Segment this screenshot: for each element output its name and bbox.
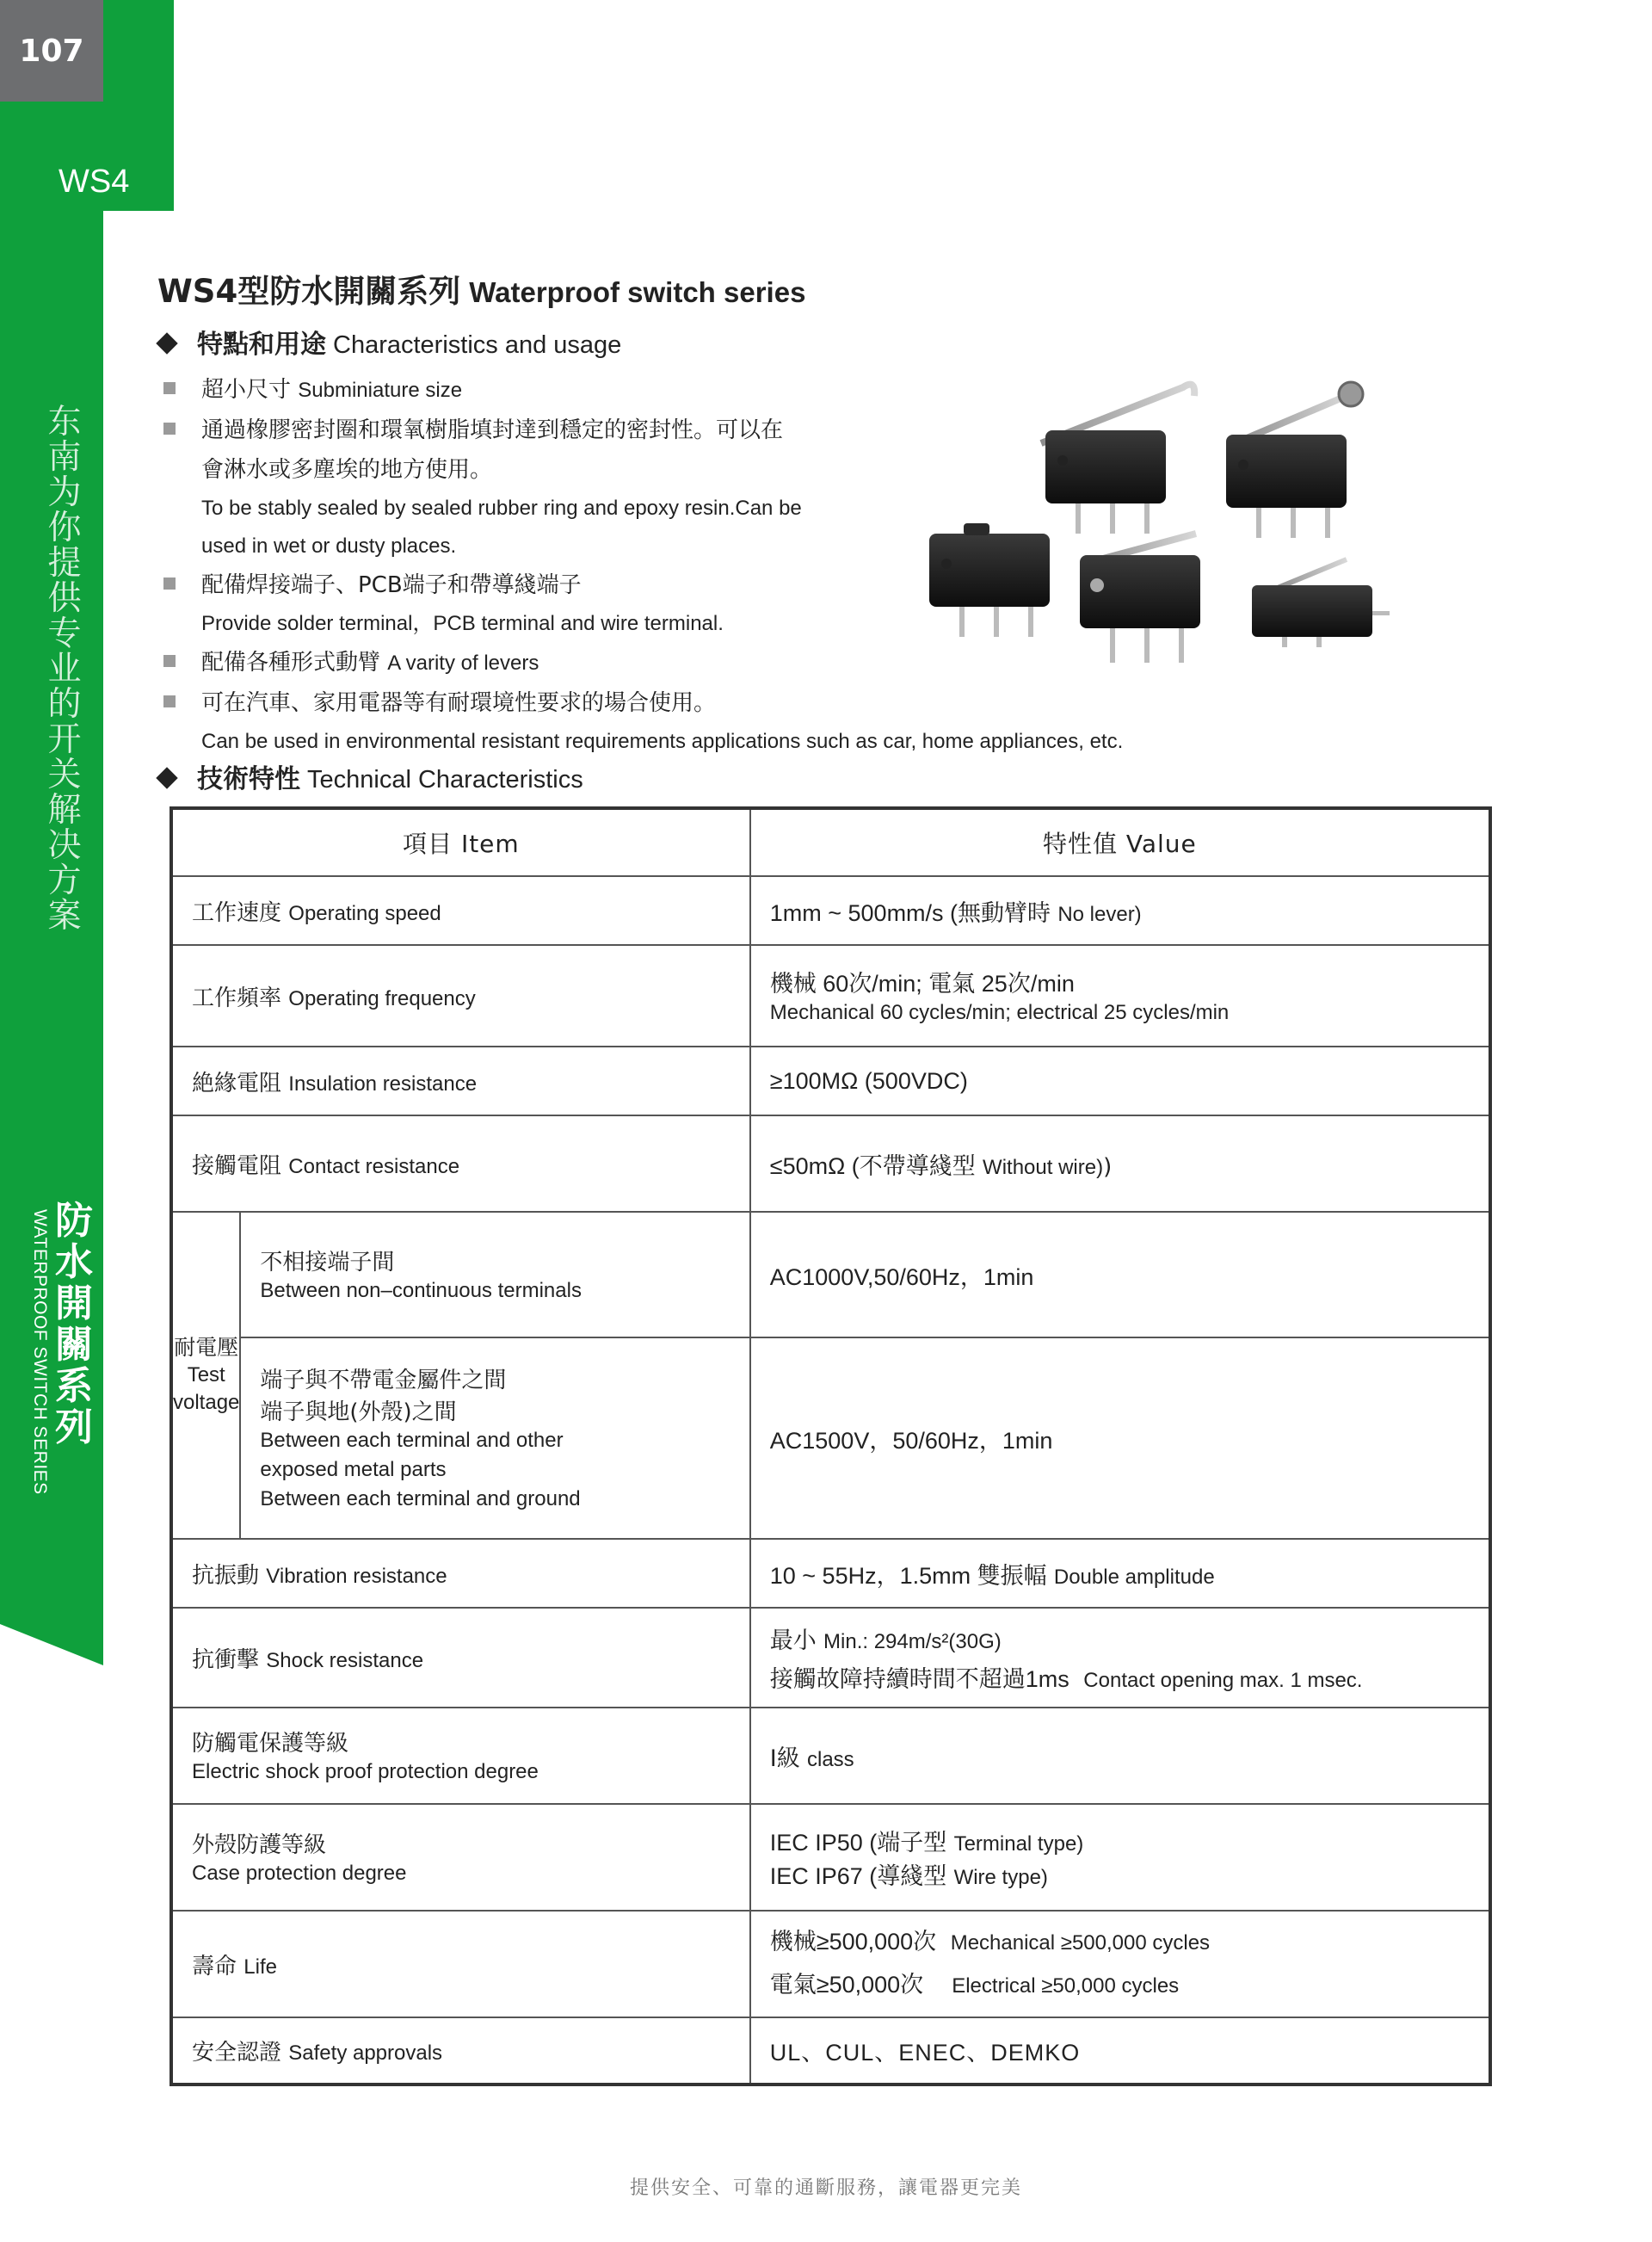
value-text: 接觸故障持續時間不超過1ms [769,1666,1069,1692]
switch-image-5 [1252,559,1390,647]
item-text-cn: 可在汽車、家用電器等有耐環境性要求的場合使用。 [201,690,717,716]
characteristics-heading-en: Characteristics and usage [333,331,622,359]
square-bullet-icon [163,423,176,435]
item-text-en: Provide solder terminal，PCB terminal and wire terminal. [201,612,724,635]
table-row [171,1047,1490,1115]
row-label [171,1804,750,1911]
item-text-en: A varity of levers [387,652,539,675]
row-label [171,1708,750,1804]
label-en: Life [243,1955,277,1979]
value-text: UL、CUL、ENEC、DEMKO [769,2040,1081,2066]
item-text-en: used in wet or dusty places. [201,534,457,558]
value-en: Mechanical ≥500,000 cycles [950,1931,1211,1955]
row-label [171,945,750,1047]
switch-image-3 [929,523,1050,637]
page-title [157,265,805,312]
value-en: Terminal type) [953,1832,1084,1856]
label-en: Contact resistance [288,1154,460,1178]
value-text: AC1500V，50/60Hz，1min [769,1427,1053,1454]
switch-image-4 [1080,534,1200,663]
header-item: 項目 Item [171,808,750,876]
value-text: 10 ~ 55Hz，1.5mm 雙振幅 [769,1562,1047,1589]
table-row [171,2017,1490,2085]
label-en: Between each terminal and ground [260,1487,581,1510]
label-en: Vibration resistance [266,1564,447,1588]
page-number: 107 [0,0,103,102]
value-text: 機械≥500,000次 [769,1929,937,1955]
label-cn: 抗振動 [192,1562,260,1589]
row-value [750,945,1490,1047]
sidebar-strip-tail [0,1614,103,1665]
label-cn: 耐電壓 [174,1335,239,1360]
technical-heading-cn: 技術特性 [197,764,300,794]
value-en: Min.: 294m/s²(30G) [823,1630,1002,1653]
characteristics-heading [159,323,621,361]
title-en: Waterproof switch series [469,276,806,308]
label-cn: 安全認證 [192,2040,282,2066]
table-row [171,1115,1490,1212]
table-row [171,1804,1490,1911]
row-label [171,1608,750,1708]
table-row [171,1708,1490,1804]
value-en: Contact opening max. 1 msec. [1083,1669,1363,1692]
characteristics-heading-cn: 特點和用途 [197,330,326,360]
item-text-cn: 通過橡膠密封圈和環氧樹脂填封達到穩定的密封性。可以在 [201,417,784,443]
label-cn: 端子與不帶電金屬件之間 [260,1368,507,1393]
row-value [750,1804,1490,1911]
value-text: ≥100MΩ (500VDC) [769,1067,968,1094]
row-label [240,1337,749,1539]
row-label [240,1212,749,1337]
technical-heading-en: Technical Characteristics [307,766,583,794]
value-en: Without wire) [983,1155,1104,1179]
label-cn: 防觸電保護等級 [192,1730,349,1757]
label-cn: 工作速度 [192,899,282,926]
table-row [171,1911,1490,2017]
header-value: 特性值 Value [750,808,1490,876]
label-en: Between each terminal and other [260,1429,564,1452]
value-en: Wire type) [953,1866,1048,1889]
label-cn: 接觸電阻 [192,1152,282,1179]
diamond-bullet-icon [156,332,177,354]
item-text-cn: 配備各種形式動臂 [201,650,381,676]
row-value [750,1708,1490,1804]
row-label [171,1115,750,1212]
label-cn: 工作頻率 [192,985,282,1011]
label-cn: 端子與地(外殼)之間 [260,1399,457,1425]
label-cn: 絶緣電阻 [192,1070,282,1096]
table-row [171,1608,1490,1708]
item-text-cn: 會淋水或多塵埃的地方使用。 [201,457,493,483]
switch-image-2 [1226,382,1363,538]
square-bullet-icon [163,695,176,707]
value-en: Electrical ≥50,000 cycles [952,1974,1180,1998]
label-cn: 外殻防護等級 [192,1831,327,1858]
label-en: Safety approvals [288,2041,443,2065]
label-en: Test [187,1363,225,1387]
label-en: voltage [173,1391,240,1414]
square-bullet-icon [163,382,176,394]
value-text: 最小 [769,1627,817,1653]
table-row [171,876,1490,945]
product-photo [912,379,1394,671]
value-text: AC1000V,50/60Hz，1min [769,1263,1034,1290]
label-cn: 抗衝擊 [192,1646,260,1673]
row-value [750,1337,1490,1539]
test-voltage-label [171,1212,240,1539]
table-row [171,1337,1490,1539]
table-row [171,1539,1490,1608]
value-text: 1mm ~ 500mm/s (無動臂時 [769,899,1051,926]
label-en: Case protection degree [192,1861,407,1885]
value-en: Double amplitude [1053,1565,1215,1589]
value-en: class [806,1747,854,1771]
item-text-en: Subminiature size [298,379,463,402]
switch-image-1 [1041,385,1194,534]
label-cn: 壽命 [192,1953,237,1980]
table-header-row [171,808,1490,876]
row-value [750,1047,1490,1115]
label-en: Between non–continuous terminals [260,1278,582,1302]
label-en: Operating speed [288,901,441,925]
square-bullet-icon [163,655,176,667]
footer-tagline: 提供安全、可靠的通斷服務，讓電器更完美 [629,2177,1022,2199]
value-text: 機械 60次/min; 電氣 25次/min [769,970,1075,997]
value-text: ≤50mΩ (不帶導綫型 [769,1152,976,1179]
label-en: Operating frequency [288,986,476,1010]
label-cn: 不相接端子間 [260,1249,395,1275]
section-code: WS4 [59,164,130,200]
value-text: 電氣≥50,000次 [769,1972,924,1998]
diamond-bullet-icon [156,767,177,788]
label-en: Electric shock proof protection degree [192,1759,539,1783]
title-cn: WS4型防水開關系列 [157,273,461,310]
value-text: IEC IP67 (導綫型 [769,1863,947,1889]
spec-table [170,806,1492,2086]
value-en: Mechanical 60 cycles/min; electrical 25 cycles/min [769,1000,1230,1024]
value-en: No lever) [1057,902,1142,926]
row-label [171,2017,750,2085]
list-item [163,683,1248,761]
sidebar-category-en: WATERPROOF SWITCH SERIES [30,1209,50,1495]
row-value [750,1608,1490,1708]
technical-heading [159,757,583,795]
value-text: IEC IP50 (端子型 [769,1830,947,1856]
row-value [750,1911,1490,2017]
table-row [171,1212,1490,1337]
item-text-cn: 配備焊接端子、PCB端子和帶導綫端子 [201,572,582,598]
table-row [171,945,1490,1047]
row-label [171,876,750,945]
value-text: Ⅰ級 [769,1745,800,1771]
row-label [171,1047,750,1115]
row-value [750,2017,1490,2085]
item-text-cn: 超小尺寸 [201,377,292,403]
row-label [171,1911,750,2017]
row-label [171,1539,750,1608]
row-value [750,1539,1490,1608]
square-bullet-icon [163,577,176,590]
label-en: exposed metal parts [260,1458,447,1481]
row-value [750,1212,1490,1337]
label-en: Shock resistance [266,1648,424,1672]
sidebar-slogan: 东南为你提供专业的开关解决方案 [47,403,82,936]
row-value [750,876,1490,945]
label-en: Insulation resistance [288,1072,478,1096]
item-text-en: To be stably sealed by sealed rubber ring and epoxy resin.Can be [201,497,802,520]
row-value: ≤50mΩ (不帶導綫型 Without wire)) [750,1115,1490,1212]
sidebar-category-cn: 防水開關系列 [55,1199,93,1449]
item-text-en: Can be used in environmental resistant requirements applications such as car, home appliances, etc. [201,730,1124,753]
